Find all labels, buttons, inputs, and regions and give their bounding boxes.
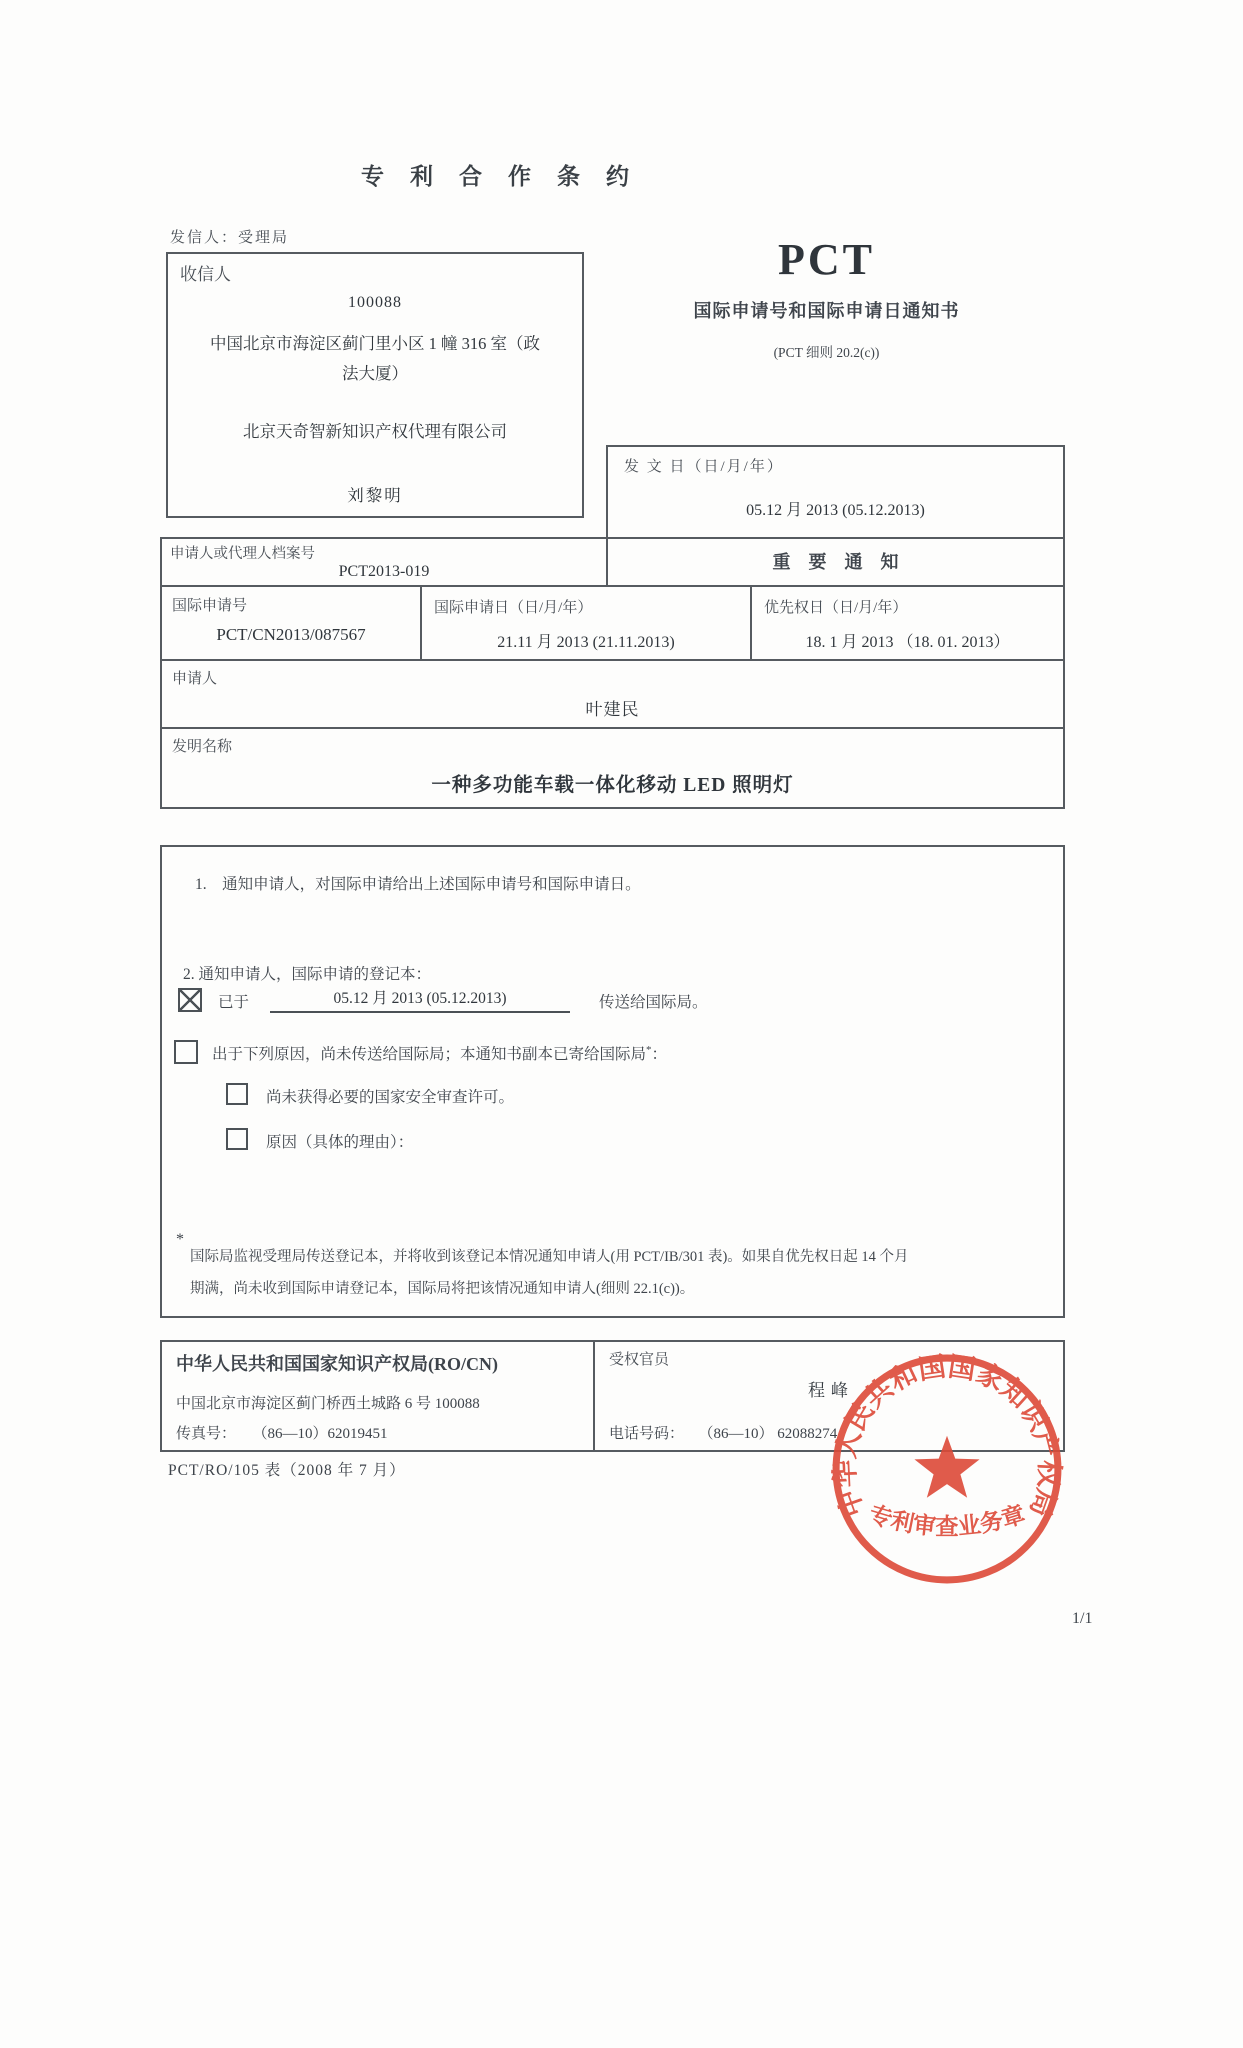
stamp-ring-text: 中华人民共和国国家知识产权局 xyxy=(829,1351,1065,1521)
recipient-attention: 刘黎明 xyxy=(347,486,403,505)
stamp-banner-text: 专利审查业务章 xyxy=(865,1501,1029,1541)
page-title: 专利合作条约 xyxy=(361,164,655,189)
recipient-box xyxy=(166,252,584,518)
officer-label: 受权官员 xyxy=(609,1352,670,1368)
star-icon xyxy=(914,1436,979,1498)
invention-label: 发明名称 xyxy=(172,739,233,755)
applicant-value: 叶建民 xyxy=(585,700,640,719)
intl-app-number-value: PCT/CN2013/087567 xyxy=(216,625,366,644)
transmitted-checkbox xyxy=(178,988,202,1012)
transmitted-suffix: 传送给国际局。 xyxy=(599,994,708,1011)
recipient-postcode: 100088 xyxy=(348,294,402,311)
intl-filing-date-label: 国际申请日（日/月/年） xyxy=(434,600,593,616)
mailing-date-label: 发 文 日（日/月/年） xyxy=(624,459,784,475)
other-reason-label: 原因（具体的理由）： xyxy=(266,1134,414,1151)
notification-item-2: 2. 通知申请人，国际申请的登记本： xyxy=(183,966,432,983)
not-transmitted-label xyxy=(212,1042,667,1064)
fax-label: 传真号： xyxy=(176,1426,237,1442)
footnote-line1: 国际局监视受理局传送登记本，并将收到该登记本情况通知申请人(用 PCT/IB/301 表)。如果自优先权日起 14 个月 xyxy=(190,1249,909,1265)
intl-app-number-cell xyxy=(160,585,422,661)
not-transmitted-label-colon: ： xyxy=(651,1046,668,1063)
phone-value: （86—10） 62088274 xyxy=(706,1426,838,1442)
page-number: 1/1 xyxy=(1072,1610,1093,1627)
office-name: 中华人民共和国国家知识产权局(RO/CN) xyxy=(176,1354,498,1374)
office-address: 中国北京市海淀区蓟门桥西土城路 6 号 100088 xyxy=(176,1396,480,1412)
mailing-date-box xyxy=(606,445,1065,539)
recipient-label: 收信人 xyxy=(180,265,231,284)
intl-filing-date-value: 21.11 月 2013 (21.11.2013) xyxy=(497,634,675,651)
important-notice-cell xyxy=(606,537,1065,587)
official-stamp xyxy=(826,1348,1068,1590)
transmission-date-field xyxy=(270,986,570,1013)
docket-value: PCT2013-019 xyxy=(338,563,430,580)
fax-value: （86—10）62019451 xyxy=(260,1426,388,1442)
security-clearance-label: 尚未获得必要的国家安全审查许可。 xyxy=(266,1089,515,1106)
sender-line: 发信人：受理局 xyxy=(170,230,290,246)
officer-name: 程峰 xyxy=(808,1381,854,1400)
pct-logo: PCT xyxy=(778,235,875,284)
invention-value: 一种多功能车载一体化移动 LED 照明灯 xyxy=(431,775,794,796)
pct-header-block xyxy=(590,234,1063,361)
not-transmitted-checkbox xyxy=(174,1040,198,1064)
office-cell xyxy=(162,1342,593,1450)
pct-notice-title: 国际申请号和国际申请日通知书 xyxy=(693,301,960,321)
intl-filing-date-cell xyxy=(420,585,752,661)
form-code: PCT/RO/105 表（2008 年 7 月） xyxy=(168,1462,406,1479)
office-fax-row xyxy=(176,1422,388,1443)
intl-app-number-label: 国际申请号 xyxy=(172,598,248,614)
priority-date-cell xyxy=(750,585,1065,661)
docket-cell xyxy=(160,537,608,587)
notification-item-1: 1. 通知申请人，对国际申请给出上述国际申请号和国际申请日。 xyxy=(195,876,641,893)
docket-label: 申请人或代理人档案号 xyxy=(170,546,315,562)
footnote-line2: 期满，尚未收到国际申请登记本，国际局将把该情况通知申请人(细则 22.1(c))。 xyxy=(190,1281,695,1297)
notification-box xyxy=(160,845,1065,1318)
security-clearance-checkbox xyxy=(226,1083,248,1105)
applicant-label: 申请人 xyxy=(172,671,218,687)
recipient-address-line2: 法大厦） xyxy=(342,364,408,383)
footnote-reference-mark: * xyxy=(646,1043,652,1056)
priority-date-label: 优先权日（日/月/年） xyxy=(764,600,908,616)
applicant-row xyxy=(160,659,1065,729)
mailing-date-value: 05.12 月 2013 (05.12.2013) xyxy=(746,502,925,519)
svg-text:专利审查业务章 xyxy=(866,1501,1029,1541)
transmitted-prefix: 已于 xyxy=(218,994,250,1011)
footnote-mark: * xyxy=(176,1231,184,1248)
invention-row xyxy=(160,727,1065,809)
phone-label: 电话号码： xyxy=(609,1426,685,1442)
officer-phone-row xyxy=(609,1422,837,1443)
recipient-agency: 北京天奇智新知识产权代理有限公司 xyxy=(243,422,507,441)
priority-date-value: 18. 1 月 2013 （18. 01. 2013） xyxy=(805,634,1010,651)
transmission-date-value: 05.12 月 2013 (05.12.2013) xyxy=(270,986,570,1013)
recipient-address-line1: 中国北京市海淀区蓟门里小区 1 幢 316 室（政 xyxy=(210,334,540,353)
not-transmitted-label-text: 出于下列原因，尚未传送给国际局；本通知书副本已寄给国际局 xyxy=(212,1046,647,1063)
other-reason-checkbox xyxy=(226,1128,248,1150)
pct-rule-ref: (PCT 细则 20.2(c)) xyxy=(773,345,880,360)
important-notice: 重要通知 xyxy=(772,552,917,572)
